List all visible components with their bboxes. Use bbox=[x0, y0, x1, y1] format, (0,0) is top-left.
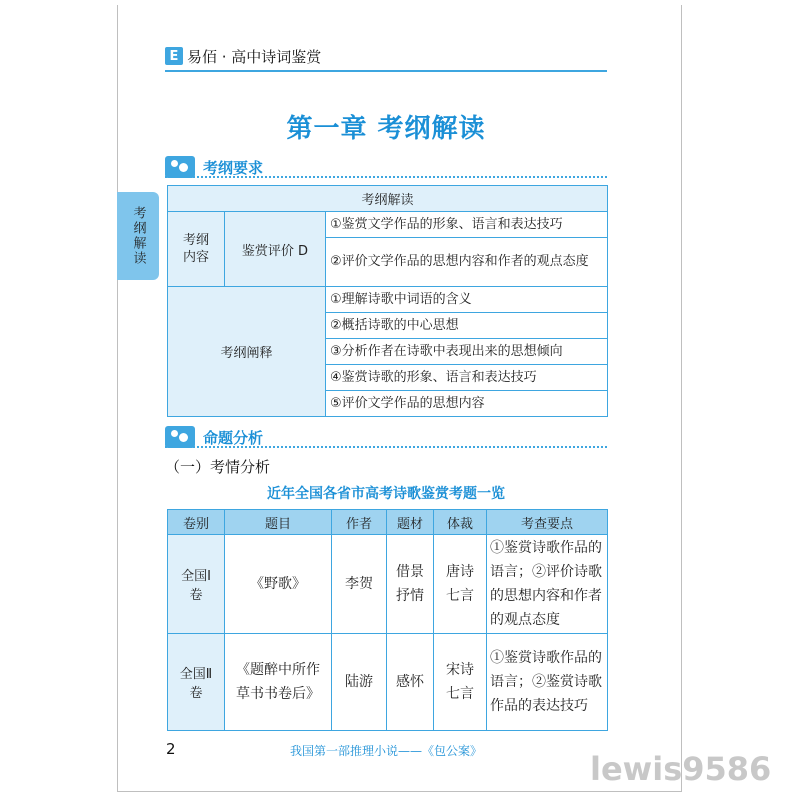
table-cell: 借景抒情 bbox=[387, 535, 434, 634]
running-header bbox=[165, 43, 321, 69]
table-cell: ①鉴赏诗歌作品的语言；②鉴赏诗歌作品的表达技巧 bbox=[487, 634, 608, 731]
list-item: ③分析作者在诗歌中表现出来的思想倾向 bbox=[326, 339, 608, 365]
table-title: 近年全国各省市高考诗歌鉴赏考题一览 bbox=[267, 486, 505, 502]
table-cell: 感怀 bbox=[387, 634, 434, 731]
section-title: 考纲要求 bbox=[203, 158, 264, 177]
brand-logo: E bbox=[165, 47, 183, 65]
header-divider bbox=[165, 70, 607, 72]
list-item: ①鉴赏文学作品的形象、语言和表达技巧 bbox=[326, 212, 608, 238]
table-row bbox=[168, 535, 608, 634]
column-header: 卷别 bbox=[168, 510, 225, 535]
list-item: ②评价文学作品的思想内容和作者的观点态度 bbox=[326, 238, 608, 287]
list-item: ④鉴赏诗歌的形象、语言和表达技巧 bbox=[326, 365, 608, 391]
table-cell: 全国Ⅰ卷 bbox=[168, 535, 225, 634]
section-title: 命题分析 bbox=[203, 428, 264, 447]
column-header: 考查要点 bbox=[487, 510, 608, 535]
table-row bbox=[168, 634, 608, 731]
section-divider bbox=[165, 438, 607, 448]
list-item: ①理解诗歌中词语的含义 bbox=[326, 287, 608, 313]
table-cell: 唐诗七言 bbox=[434, 535, 487, 634]
sub-label: 鉴赏评价 D bbox=[225, 212, 326, 287]
table-cell: 《题醉中所作草书书卷后》 bbox=[225, 634, 332, 731]
side-tab-label: 考纲解读 bbox=[130, 206, 146, 266]
column-header: 体裁 bbox=[434, 510, 487, 535]
syllabus-table bbox=[167, 185, 608, 417]
list-item: ②概括诗歌的中心思想 bbox=[326, 313, 608, 339]
table-cell: 《野歌》 bbox=[225, 535, 332, 634]
chapter-title: 第一章 考纲解读 bbox=[286, 114, 486, 144]
table-cell: 陆游 bbox=[332, 634, 387, 731]
section-divider bbox=[165, 168, 607, 178]
table-cell: ①鉴赏诗歌作品的语言；②评价诗歌的思想内容和作者的观点态度 bbox=[487, 535, 608, 634]
table-header: 考纲解读 bbox=[168, 186, 608, 212]
watermark: lewis9586 bbox=[590, 750, 772, 788]
table-cell: 全国Ⅱ卷 bbox=[168, 634, 225, 731]
page-footer: 我国第一部推理小说——《包公案》 bbox=[289, 744, 482, 758]
row-label-explanation: 考纲阐释 bbox=[168, 287, 326, 417]
exam-table bbox=[167, 509, 608, 731]
column-header: 作者 bbox=[332, 510, 387, 535]
list-item: ⑤评价文学作品的思想内容 bbox=[326, 391, 608, 417]
column-header: 题材 bbox=[387, 510, 434, 535]
table-cell: 宋诗七言 bbox=[434, 634, 487, 731]
subheading: （一）考情分析 bbox=[165, 458, 271, 476]
page-number: 2 bbox=[166, 740, 176, 758]
column-header: 题目 bbox=[225, 510, 332, 535]
table-cell: 李贺 bbox=[332, 535, 387, 634]
row-label-content: 考纲内容 bbox=[168, 212, 225, 287]
book-title: 易佰 · 高中诗词鉴赏 bbox=[187, 47, 322, 66]
side-tab bbox=[117, 192, 159, 280]
